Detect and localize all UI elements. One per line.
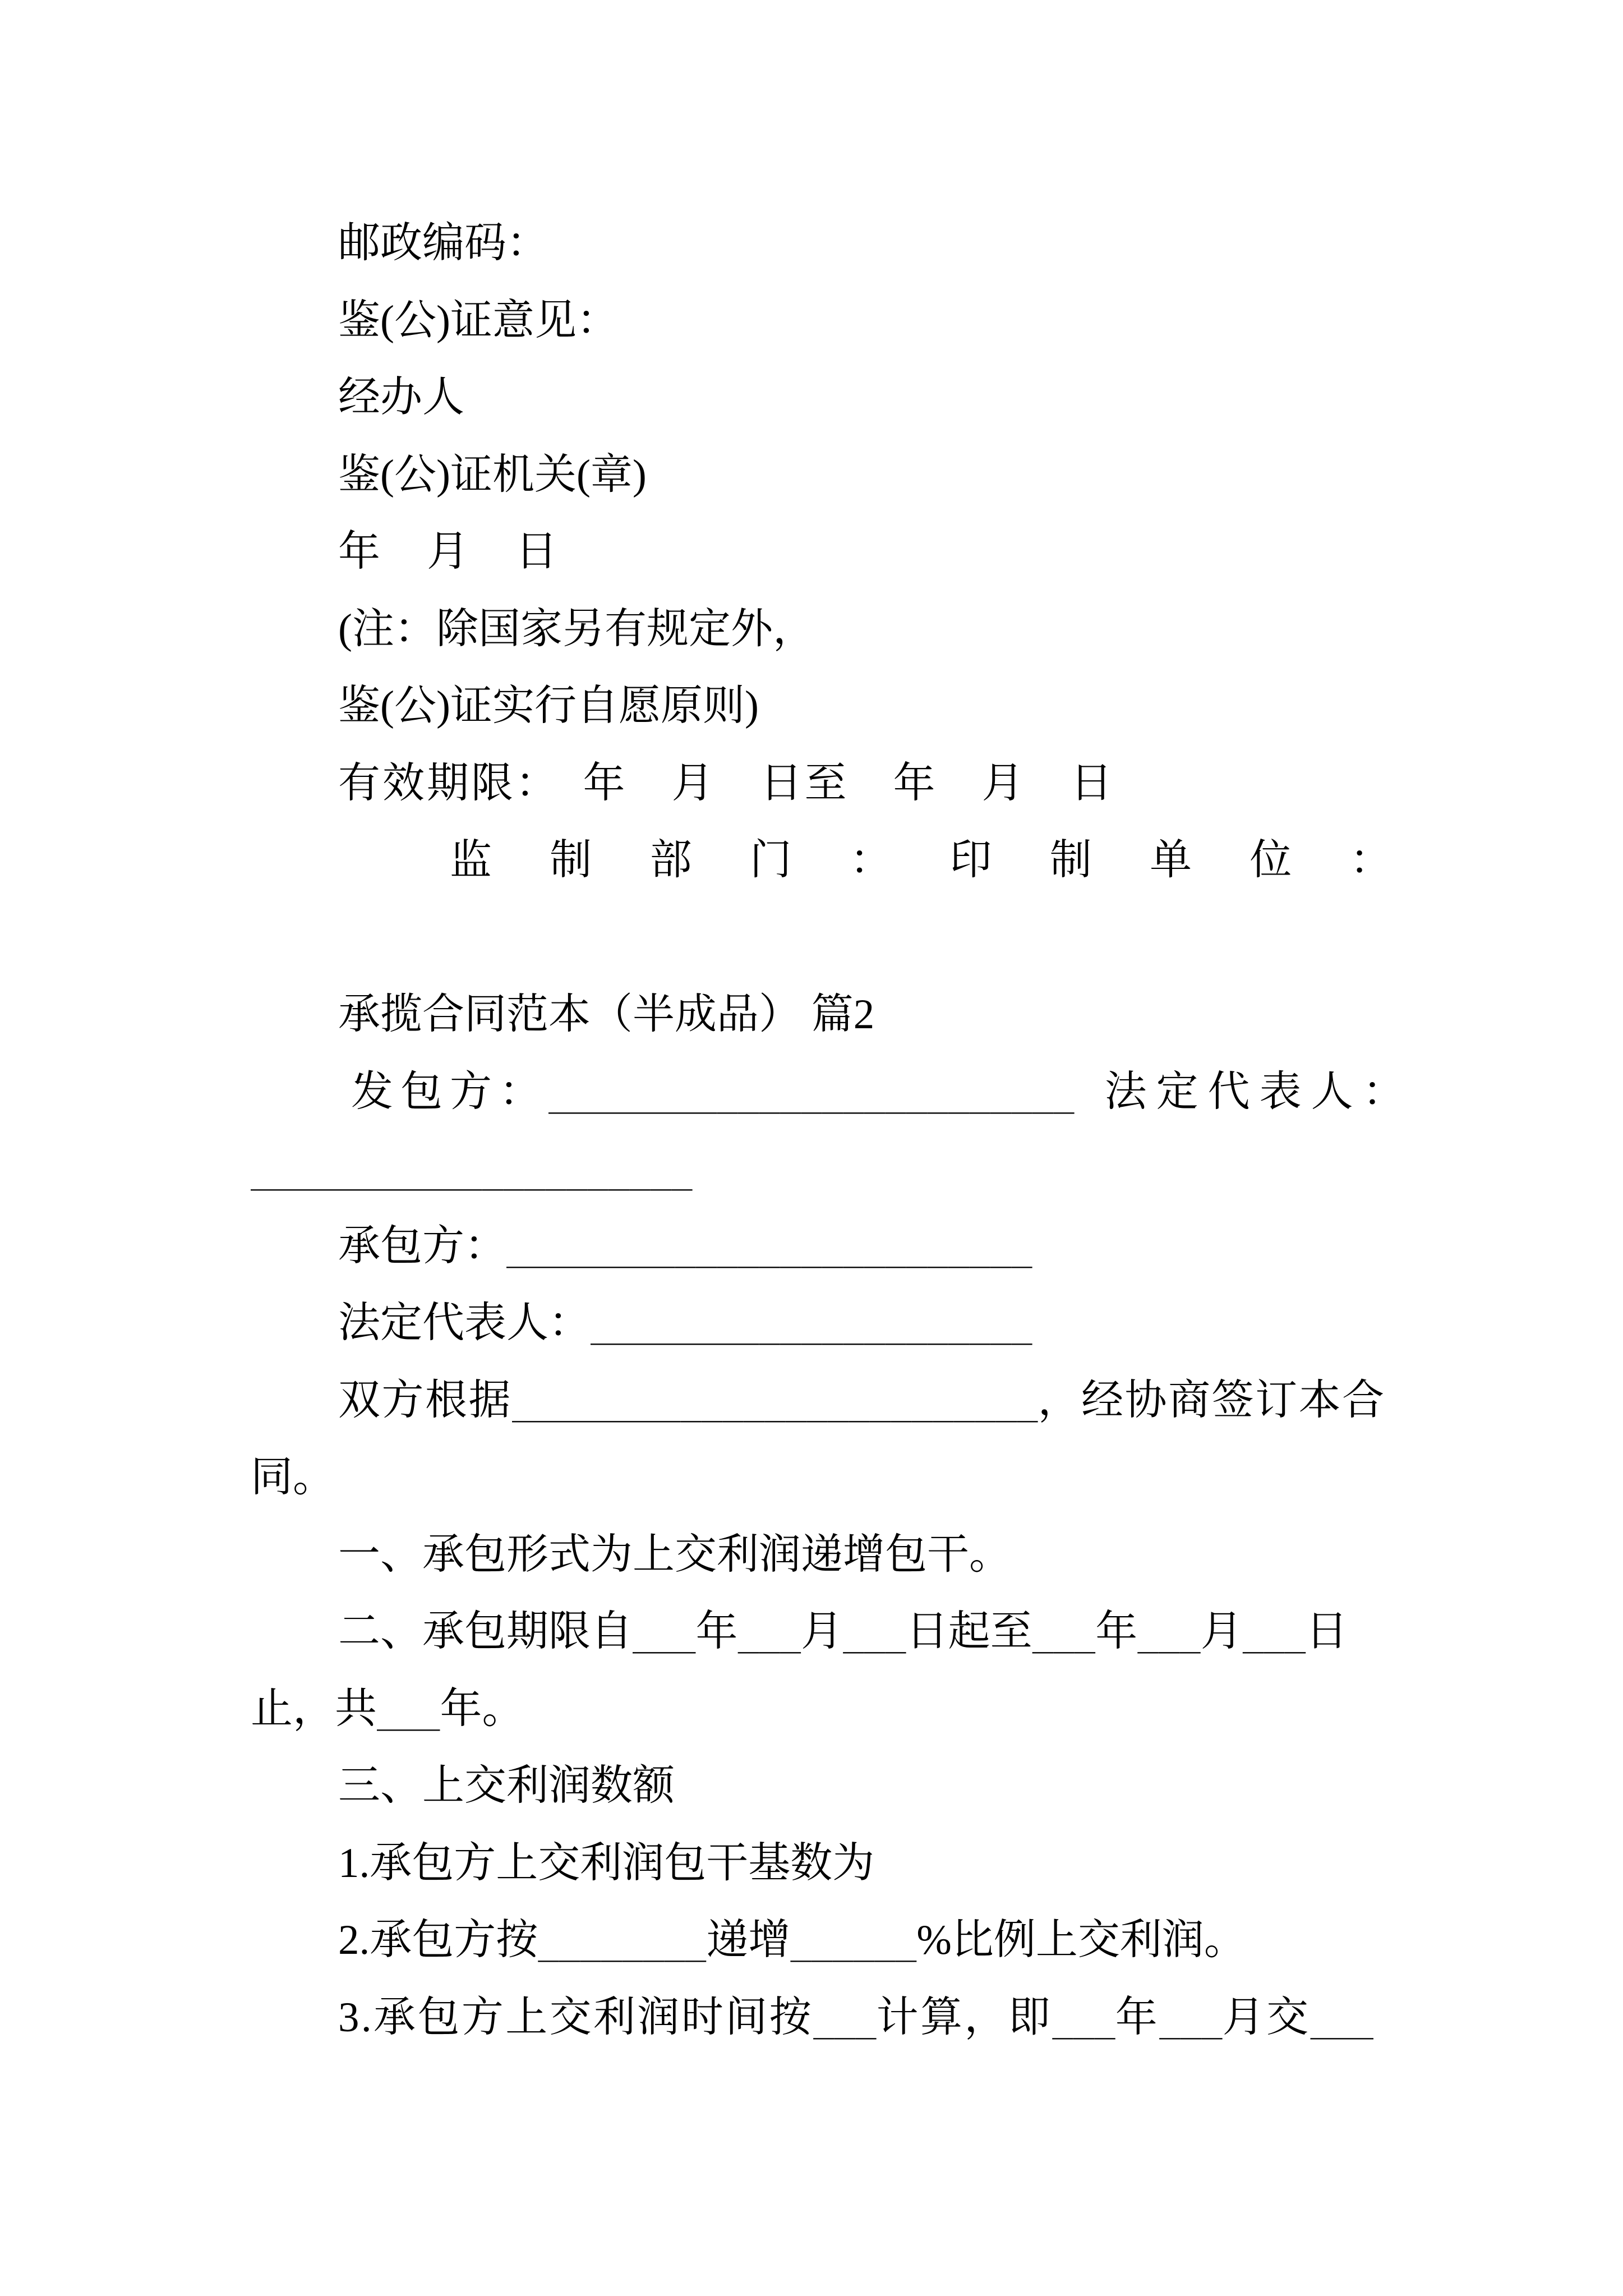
page-text-block bbox=[251, 205, 1450, 2056]
clause-3-item-2: 2.承包方按________递增______%比例上交利润。 bbox=[338, 1917, 1246, 1963]
party-a-representative-line bbox=[251, 1130, 1387, 1208]
party-a-representative-label: 法定代表人： bbox=[1104, 1068, 1414, 1115]
fill-in-blank: ___ bbox=[1032, 1613, 1096, 1654]
party-a-blank: _________________________ bbox=[548, 1073, 1075, 1114]
handler-label: 经办人 bbox=[338, 374, 465, 421]
note-line-2: 鉴(公)证实行自愿原则) bbox=[338, 683, 759, 729]
fill-in-blank: _________________________ bbox=[512, 1381, 1038, 1423]
contract-title: 承揽合同范本（半成品） 篇2 bbox=[338, 991, 875, 1038]
validity-period-line: 有效期限： 年 月 日至 年 月 日 bbox=[338, 760, 1115, 807]
fill-in-blank: ___ bbox=[1159, 1998, 1223, 2040]
supervisor-printer-line bbox=[251, 822, 1450, 899]
clause-3-item-3: 3.承包方上交利润时间按___计算，即___年___月交___ bbox=[338, 1994, 1374, 2041]
party-b-blank: _________________________ bbox=[506, 1227, 1032, 1268]
clause-2-line-2: 止，共___年。 bbox=[251, 1685, 524, 1732]
empty-line-spacer bbox=[251, 899, 1387, 977]
fill-in-blank: ___ bbox=[1137, 1613, 1201, 1654]
party-b-representative-label: 法定代表人： bbox=[338, 1300, 591, 1346]
printer-label: 印制单位： bbox=[949, 837, 1450, 884]
clause-3-heading: 三、上交利润数额 bbox=[338, 1763, 675, 1809]
fill-in-blank: ___ bbox=[1052, 1998, 1115, 2040]
supervisor-label: 监制部门： bbox=[450, 837, 950, 884]
party-b-representative-blank: _____________________ bbox=[591, 1304, 1032, 1345]
fill-in-blank: ___ bbox=[1242, 1613, 1306, 1654]
note-line-1: (注：除国家另有规定外， bbox=[338, 605, 815, 652]
party-b-representative-line bbox=[251, 1285, 1387, 1362]
fill-in-blank: ______ bbox=[790, 1921, 917, 1962]
fill-in-blank: ________ bbox=[538, 1921, 707, 1962]
notary-date-line: 年 月 日 bbox=[338, 528, 560, 575]
party-a-line bbox=[251, 1053, 1414, 1131]
party-b-label: 承包方： bbox=[338, 1222, 507, 1269]
fill-in-blank: ___ bbox=[843, 1613, 906, 1654]
fill-in-blank: ___ bbox=[1310, 1998, 1374, 2040]
fill-in-blank: ___ bbox=[737, 1613, 801, 1654]
clause-3-item-1: 1.承包方上交利润包干基数为 bbox=[338, 1839, 875, 1887]
party-b-line bbox=[251, 1208, 1387, 1285]
clause-2-line-1: 二、承包期限自___年___月___日起至___年___月___日 bbox=[338, 1608, 1348, 1655]
party-a-label: 发包方： bbox=[351, 1068, 549, 1115]
basis-line-1: 双方根据_________________________，经协商签订本合 bbox=[338, 1377, 1386, 1424]
notary-opinion-label: 鉴(公)证意见： bbox=[338, 297, 619, 344]
fill-in-blank: ___ bbox=[633, 1613, 696, 1654]
notary-office-seal-label: 鉴(公)证机关(章) bbox=[338, 451, 647, 498]
party-a-representative-blank: _____________________ bbox=[251, 1150, 693, 1191]
fill-in-blank: ___ bbox=[813, 1998, 877, 2040]
fill-in-blank: ___ bbox=[377, 1690, 440, 1731]
postal-code-label: 邮政编码： bbox=[338, 220, 549, 266]
clause-1: 一、承包形式为上交利润递增包干。 bbox=[338, 1531, 1012, 1578]
basis-line-2: 同。 bbox=[251, 1454, 335, 1501]
